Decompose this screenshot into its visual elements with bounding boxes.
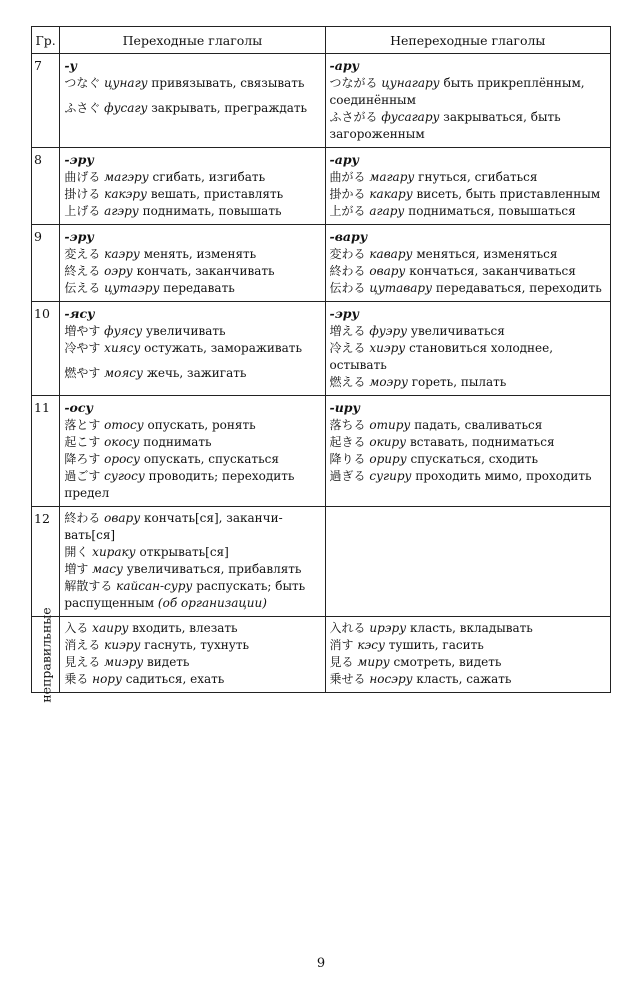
verb-transcription: фуэру [369,324,408,338]
verb-entry [64,186,321,203]
group-number: 12 [32,507,60,617]
verb-entry [64,544,321,561]
intransitive-column-header: Непереходные глаголы [325,27,610,54]
verb-translation: садиться, ехать [125,672,225,686]
verb-entry [64,417,321,434]
verb-translation: вешать, приставлять [150,187,284,201]
verb-transcription: цутаэру [104,281,160,295]
verb-entry [64,169,321,186]
verb-entry [330,75,607,109]
page-number: 9 [316,956,326,971]
verb-transcription: каэру [104,247,140,261]
verb-transcription: кайсан-суру [116,579,193,593]
verb-transcription: ирэру [369,621,407,635]
verb-entry [330,186,607,203]
verb-entry [330,109,607,143]
japanese-verb: 落とす [64,418,101,432]
verb-suffix-label: -ару [329,152,360,167]
table-row [32,148,611,225]
verb-transcription: моясу [104,366,143,380]
verb-translation: увеличивать [145,324,226,338]
verb-entry [330,417,607,434]
verb-translation: быть прикреплённым, соединённым [329,76,585,107]
verb-translation: кончать[ся], заканчивать[ся] [64,511,283,542]
japanese-verb: 変える [64,247,101,261]
intransitive-cell [325,54,610,148]
verb-transcription: овару [104,511,141,525]
japanese-verb: 見る [329,655,354,669]
verb-entry [64,434,321,451]
transitive-cell [60,54,325,148]
verb-note: (об организации) [157,596,267,610]
table-row [32,54,611,148]
verb-transcription: ориру [369,452,407,466]
japanese-verb: ふさぐ [64,101,101,115]
japanese-verb: ふさがる [329,110,378,124]
verb-translation: гнуться, сгибаться [418,170,538,184]
verb-transcription: отосу [104,418,144,432]
verb-entry [64,263,321,280]
japanese-verb: 増やす [64,324,101,338]
verb-translation: закрываться, быть загороженным [329,110,561,141]
verb-suffix-label: -эру [64,229,94,244]
verb-transcription: хиясу [104,341,141,355]
verb-translation: передавать [163,281,235,295]
verb-entry [330,451,607,468]
japanese-verb: 燃える [329,375,366,389]
verb-entry [330,280,607,297]
japanese-verb: 過ごす [64,469,101,483]
verb-entry [64,578,321,612]
entry-spacer [64,357,321,365]
verb-translation: поднимать, повышать [142,204,282,218]
verb-translation: кончать, заканчивать [136,264,275,278]
table-row [32,617,611,693]
verb-suffix-label: -эру [64,152,94,167]
verb-translation: опускать, спускаться [143,452,279,466]
transitive-column-header: Переходные глаголы [60,27,325,54]
verb-transcription: нору [92,672,122,686]
verb-translation: подниматься, повышаться [408,204,576,218]
verb-translation: открывать[ся] [139,545,229,559]
verb-translation: опускать, ронять [147,418,256,432]
verb-translation: входить, влезать [132,621,238,635]
verb-translation: видеть [147,655,190,669]
japanese-verb: 冷やす [64,341,101,355]
transitive-cell [60,302,325,396]
table-body [32,54,611,703]
verb-transcription: отиру [369,418,411,432]
verb-entry [330,468,607,485]
intransitive-cell [325,225,610,302]
verb-entry [330,263,607,280]
japanese-verb: 起こす [64,435,101,449]
verb-entry [330,654,607,671]
group-label-vertical: неправильные [38,606,54,703]
verb-transcription: магару [369,170,415,184]
verb-translation: поднимать [143,435,212,449]
japanese-verb: 伝える [64,281,101,295]
japanese-verb: 終える [64,264,101,278]
verb-suffix-label: -вару [329,229,368,244]
group-cell-vertical [32,606,60,703]
verb-transcription: овару [369,264,406,278]
japanese-verb: 上げる [64,204,101,218]
verb-translation: падать, сваливаться [414,418,543,432]
verb-entry [64,671,321,688]
verb-entry [330,246,607,263]
intransitive-cell [325,507,610,617]
japanese-verb: 乗る [64,672,89,686]
japanese-verb: 起きる [329,435,366,449]
verb-translation: класть, сажать [416,672,512,686]
verb-entry [330,434,607,451]
verb-translation: кончаться, заканчиваться [409,264,576,278]
verb-suffix-label: -у [64,58,77,73]
japanese-verb: 乗せる [329,672,366,686]
verb-entry [64,246,321,263]
verb-translation: менять, изменять [143,247,257,261]
verb-translation: проходить мимо, проходить [415,469,592,483]
verb-transcription: какэру [104,187,148,201]
verb-translation: передаваться, переходить [435,281,602,295]
verb-transcription: сугиру [369,469,412,483]
verb-transcription: агэру [104,204,139,218]
verb-entry [64,510,321,544]
verb-translation: жечь, зажигать [146,366,247,380]
verb-entry [330,374,607,391]
verb-entry [330,620,607,637]
verb-pairs-table [31,26,611,703]
verb-entry [330,671,607,688]
table-row [32,507,611,617]
table-row [32,396,611,507]
japanese-verb: つながる [329,76,378,90]
verb-translation: привязывать, связывать [151,76,305,90]
verb-entry [64,280,321,297]
verb-translation: становиться холоднее, остывать [329,341,554,372]
transitive-cell [60,396,325,507]
verb-transcription: кэсу [357,638,385,652]
japanese-verb: 上がる [329,204,366,218]
japanese-verb: 開く [64,545,89,559]
entry-spacer [64,92,321,100]
verb-entry [64,561,321,578]
verb-suffix-label: -эру [329,306,359,321]
table-row [32,225,611,302]
verb-transcription: цунагару [381,76,440,90]
verb-entry [64,100,321,117]
verb-entry [330,323,607,340]
group-number: 10 [32,302,60,396]
verb-transcription: фусагу [104,101,148,115]
verb-suffix-label: -ясу [64,306,95,321]
verb-entry [64,365,321,382]
verb-transcription: хираку [92,545,136,559]
japanese-verb: 掛かる [329,187,366,201]
japanese-verb: 過ぎる [329,469,366,483]
japanese-verb: 入る [64,621,89,635]
verb-translation: закрывать, преграждать [151,101,308,115]
japanese-verb: 落ちる [329,418,366,432]
group-number: 9 [32,225,60,302]
japanese-verb: 解散する [64,579,113,593]
verb-entry [64,340,321,357]
transitive-cell [60,617,325,693]
verb-transcription: агару [369,204,405,218]
verb-transcription: цутавару [369,281,433,295]
verb-transcription: оросу [104,452,140,466]
group-column-header: Гр. [32,27,60,54]
verb-entry [64,323,321,340]
transitive-cell [60,225,325,302]
verb-translation: увеличиваться [410,324,505,338]
verb-entry [64,637,321,654]
japanese-verb: 入れる [329,621,366,635]
verb-translation: сгибать, изгибать [152,170,266,184]
japanese-verb: 消える [64,638,101,652]
verb-transcription: окосу [104,435,140,449]
japanese-verb: 伝わる [329,281,366,295]
japanese-verb: 降ろす [64,452,101,466]
intransitive-cell [325,617,610,693]
verb-entry [64,654,321,671]
verb-transcription: фусагару [381,110,440,124]
verb-translation: остужать, замораживать [144,341,302,355]
verb-transcription: хиэру [369,341,406,355]
japanese-verb: つなぐ [64,76,101,90]
group-number: 7 [32,54,60,148]
verb-translation: висеть, быть приставленным [416,187,601,201]
japanese-verb: 増える [329,324,366,338]
japanese-verb: 冷える [329,341,366,355]
verb-entry [330,169,607,186]
verb-translation: меняться, изменяться [416,247,558,261]
verb-transcription: сугосу [104,469,145,483]
japanese-verb: 掛ける [64,187,101,201]
japanese-verb: 変わる [329,247,366,261]
verb-translation: гореть, пылать [411,375,507,389]
verb-entry [330,340,607,374]
verb-entry [330,203,607,220]
verb-entry [64,203,321,220]
group-number: 11 [32,396,60,507]
verb-transcription: моэру [369,375,408,389]
verb-suffix-label: -ару [329,58,360,73]
verb-transcription: фуясу [104,324,143,338]
verb-entry [64,620,321,637]
verb-translation: тушить, гасить [388,638,484,652]
verb-translation: спускаться, сходить [410,452,539,466]
verb-transcription: цунагу [104,76,148,90]
japanese-verb: 終わる [64,511,101,525]
verb-transcription: магэру [104,170,149,184]
verb-entry [64,451,321,468]
verb-transcription: масу [92,562,123,576]
verb-transcription: какару [369,187,413,201]
japanese-verb: 増す [64,562,89,576]
verb-transcription: окиру [369,435,407,449]
verb-entry [330,637,607,654]
japanese-verb: 終わる [329,264,366,278]
japanese-verb: 曲がる [329,170,366,184]
verb-suffix-label: -иру [329,400,361,415]
verb-translation: класть, вкладывать [409,621,533,635]
group-number: 8 [32,148,60,225]
verb-translation: гаснуть, тухнуть [144,638,249,652]
intransitive-cell [325,302,610,396]
verb-transcription: носэру [369,672,413,686]
transitive-cell [60,507,325,617]
intransitive-cell [325,396,610,507]
verb-translation: смотреть, видеть [393,655,502,669]
verb-translation: проводить; переходить предел [64,469,295,500]
japanese-verb: 消す [329,638,354,652]
verb-transcription: миэру [104,655,144,669]
verb-transcription: кавару [369,247,413,261]
verb-transcription: оэру [104,264,133,278]
verb-translation: вставать, подниматься [409,435,555,449]
verb-transcription: хаиру [92,621,129,635]
verb-entry [64,75,321,92]
japanese-verb: 見える [64,655,101,669]
verb-transcription: миру [357,655,390,669]
verb-table-page [31,26,611,703]
intransitive-cell [325,148,610,225]
verb-translation: распускать; быть распущенным [64,579,306,610]
verb-entry [64,468,321,502]
transitive-cell [60,148,325,225]
table-header-row [32,27,611,54]
japanese-verb: 曲げる [64,170,101,184]
verb-suffix-label: -осу [64,400,93,415]
japanese-verb: 降りる [329,452,366,466]
japanese-verb: 燃やす [64,366,101,380]
table-row [32,302,611,396]
verb-transcription: киэру [104,638,141,652]
verb-translation: увеличиваться, прибавлять [126,562,302,576]
